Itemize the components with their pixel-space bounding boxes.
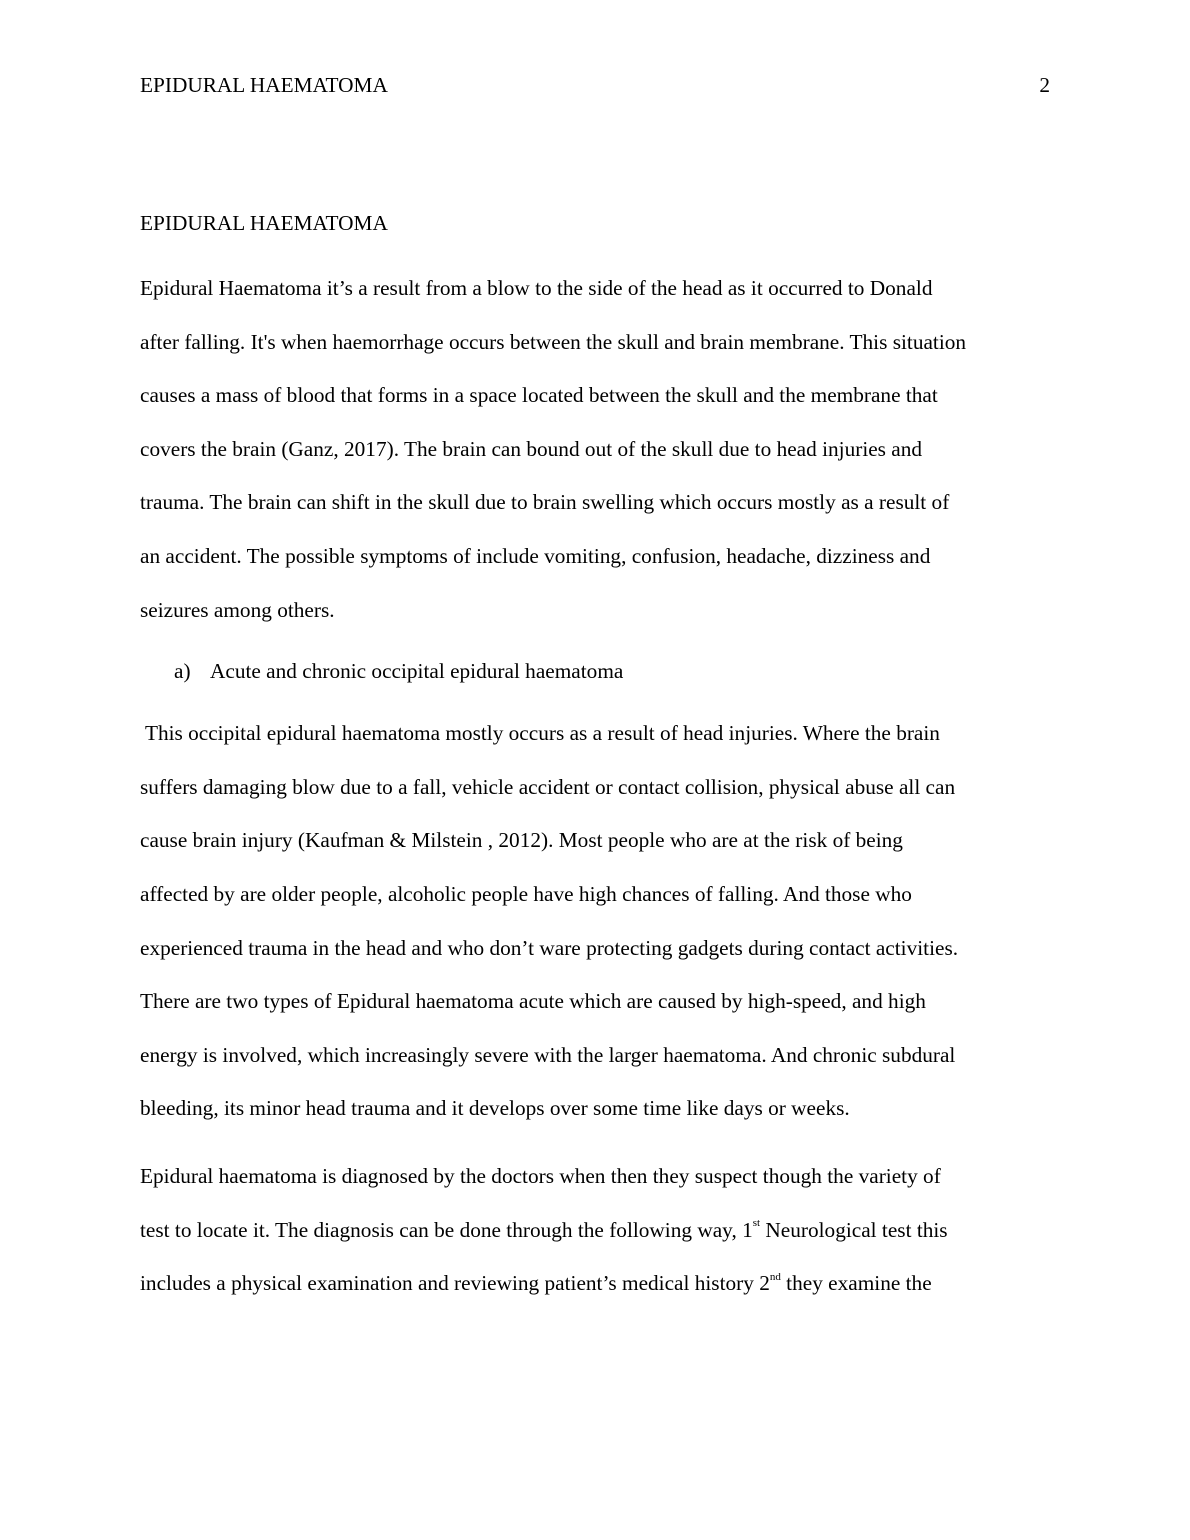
paragraph-line: cause brain injury (Kaufman & Milstein , 2012). Most people who are at the risk of being — [140, 828, 903, 853]
ordinal-superscript: nd — [769, 1271, 781, 1283]
paragraph-line: causes a mass of blood that forms in a space located between the skull and the membrane that — [140, 383, 938, 408]
paragraph-line: trauma. The brain can shift in the skull due to brain swelling which occurs mostly as a result of — [140, 490, 950, 515]
list-item-subheading — [140, 651, 1050, 691]
paragraph-line: experienced trauma in the head and who don’t ware protecting gadgets during contact activities. — [140, 935, 959, 960]
paragraph-line: an accident. The possible symptoms of include vomiting, confusion, headache, dizziness and — [140, 543, 931, 568]
paragraph-line: suffers damaging blow due to a fall, vehicle accident or contact collision, physical abuse all can — [140, 774, 956, 799]
paragraph-occipital — [140, 707, 1050, 1136]
paragraph-line — [140, 1204, 1050, 1258]
list-marker: a) — [174, 659, 191, 684]
section-title: EPIDURAL HAEMATOMA — [140, 211, 388, 235]
paragraph-line: covers the brain (Ganz, 2017). The brain can bound out of the skull due to head injuries and — [140, 436, 923, 461]
line-text: includes a physical examination and reviewing patient’s medical history 2 — [140, 1271, 770, 1296]
line-text: Neurological test this — [760, 1217, 948, 1242]
document-body — [140, 208, 1050, 1325]
running-head-title: EPIDURAL HAEMATOMA — [140, 73, 388, 97]
paragraph-intro — [140, 262, 1050, 637]
line-text: test to locate it. The diagnosis can be done through the following way, 1 — [140, 1217, 753, 1242]
page-number: 2 — [1039, 73, 1050, 97]
list-item-text: Acute and chronic occipital epidural haematoma — [210, 659, 624, 684]
line-text: they examine the — [780, 1271, 932, 1296]
paragraph-line: Epidural Haematoma it’s a result from a blow to the side of the head as it occurred to Donald — [140, 276, 933, 300]
paragraph-line: There are two types of Epidural haematoma acute which are caused by high-speed, and high — [140, 989, 926, 1014]
paragraph-line — [140, 1257, 1050, 1311]
paragraph-line: after falling. It's when haemorrhage occurs between the skull and brain membrane. This situation — [140, 329, 967, 354]
paragraph-line: This occipital epidural haematoma mostly occurs as a result of head injuries. Where the brain — [140, 721, 940, 746]
paragraph-line: energy is involved, which increasingly severe with the larger haematoma. And chronic subdural — [140, 1042, 956, 1067]
running-header — [140, 70, 1050, 100]
paragraph-line: seizures among others. — [140, 597, 335, 622]
paragraph-diagnosis — [140, 1150, 1050, 1311]
paragraph-line: affected by are older people, alcoholic people have high chances of falling. And those who — [140, 881, 912, 906]
paragraph-line: bleeding, its minor head trauma and it develops over some time like days or weeks. — [140, 1096, 850, 1121]
paragraph-line: Epidural haematoma is diagnosed by the doctors when then they suspect though the variety of — [140, 1163, 941, 1188]
ordinal-superscript: st — [752, 1217, 761, 1230]
